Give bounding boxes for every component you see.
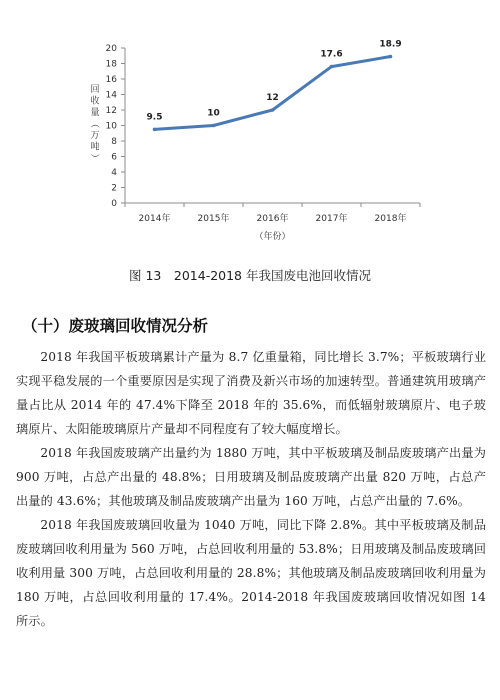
body-text <box>16 345 486 633</box>
paragraph: 2018 年我国废玻璃产出量约为 1880 万吨，其中平板玻璃及制品废玻璃产出量为 900 万吨，占总产出量的 48.8%；日用玻璃及制品废玻璃产出量 820 万吨，占总产出量的 43.6%；其他玻璃及制品废玻璃产出量为 160 万吨，占总产出量的 7.6%。 <box>16 446 486 508</box>
figure-caption: 图 13 2014-2018 年我国废电池回收情况 <box>129 268 371 283</box>
section-title: （十）废玻璃回收情况分析 <box>22 317 209 335</box>
y-axis-title-char: ） <box>89 153 99 163</box>
y-tick-label: 16 <box>105 75 117 85</box>
y-axis-title-char: 回 <box>90 85 100 95</box>
y-tick-label: 14 <box>105 90 117 101</box>
y-axis-title-char: 量 <box>90 108 100 118</box>
data-label: 9.5 <box>146 112 163 123</box>
x-tick-label: 2015年 <box>197 214 230 224</box>
data-point <box>330 65 334 69</box>
y-tick-label: 2 <box>111 183 117 194</box>
data-label: 17.6 <box>320 49 343 60</box>
y-tick-label: 12 <box>105 106 117 116</box>
y-tick-label: 6 <box>111 152 117 163</box>
y-tick-label: 20 <box>105 44 117 54</box>
y-tick-label: 10 <box>105 121 117 132</box>
x-tick-label: 2018年 <box>374 214 407 224</box>
y-tick-label: 8 <box>111 137 117 147</box>
x-tick-label: 2016年 <box>256 214 289 224</box>
y-axis-title-char: 万 <box>90 131 100 141</box>
y-tick-label: 4 <box>111 168 117 178</box>
data-label: 18.9 <box>379 39 402 50</box>
paragraph: 2018 年我国废玻璃回收量为 1040 万吨，同比下降 2.8%。其中平板玻璃及制品废玻璃回收利用量为 560 万吨，占总回收利用量的 53.8%；日用玻璃及制品废玻璃回收利用量 300 万吨，占总回收利用量的 28.8%；其他玻璃及制品废玻璃回收利用量为 180 万吨，占总回收利用量的 17.4%。2014-2018 年我国废玻璃回收情况如图 14 所示。 <box>16 518 486 628</box>
data-point <box>271 108 275 112</box>
x-tick-label: 2017年 <box>315 214 348 224</box>
data-point <box>153 128 157 132</box>
y-axis-title-char: 吨 <box>90 142 100 153</box>
y-tick-label: 0 <box>111 199 117 209</box>
y-axis-title-char: （ <box>89 118 99 129</box>
x-axis-title: （年份） <box>254 232 291 242</box>
data-point <box>389 55 393 59</box>
x-tick-label: 2014年 <box>138 214 171 224</box>
recycling-line-chart <box>0 0 500 262</box>
data-point <box>212 124 216 128</box>
paragraph: 2018 年我国平板玻璃累计产量为 8.7 亿重量箱，同比增长 3.7%；平板玻璃行业实现平稳发展的一个重要原因是实现了消费及新兴市场的加速转型。普通建筑用玻璃产量占比从 2014 年的 47.4%下降至 2018 年的 35.6%，而低辐射玻璃原片、电子玻璃原片、太阳能玻璃原片产量却不同程度有了较大幅度增长。 <box>16 350 486 436</box>
chart-svg <box>0 0 500 262</box>
data-label: 12 <box>266 93 279 103</box>
data-label: 10 <box>207 108 220 119</box>
y-axis-title-char: 收 <box>90 96 100 107</box>
y-tick-label: 18 <box>105 59 117 70</box>
